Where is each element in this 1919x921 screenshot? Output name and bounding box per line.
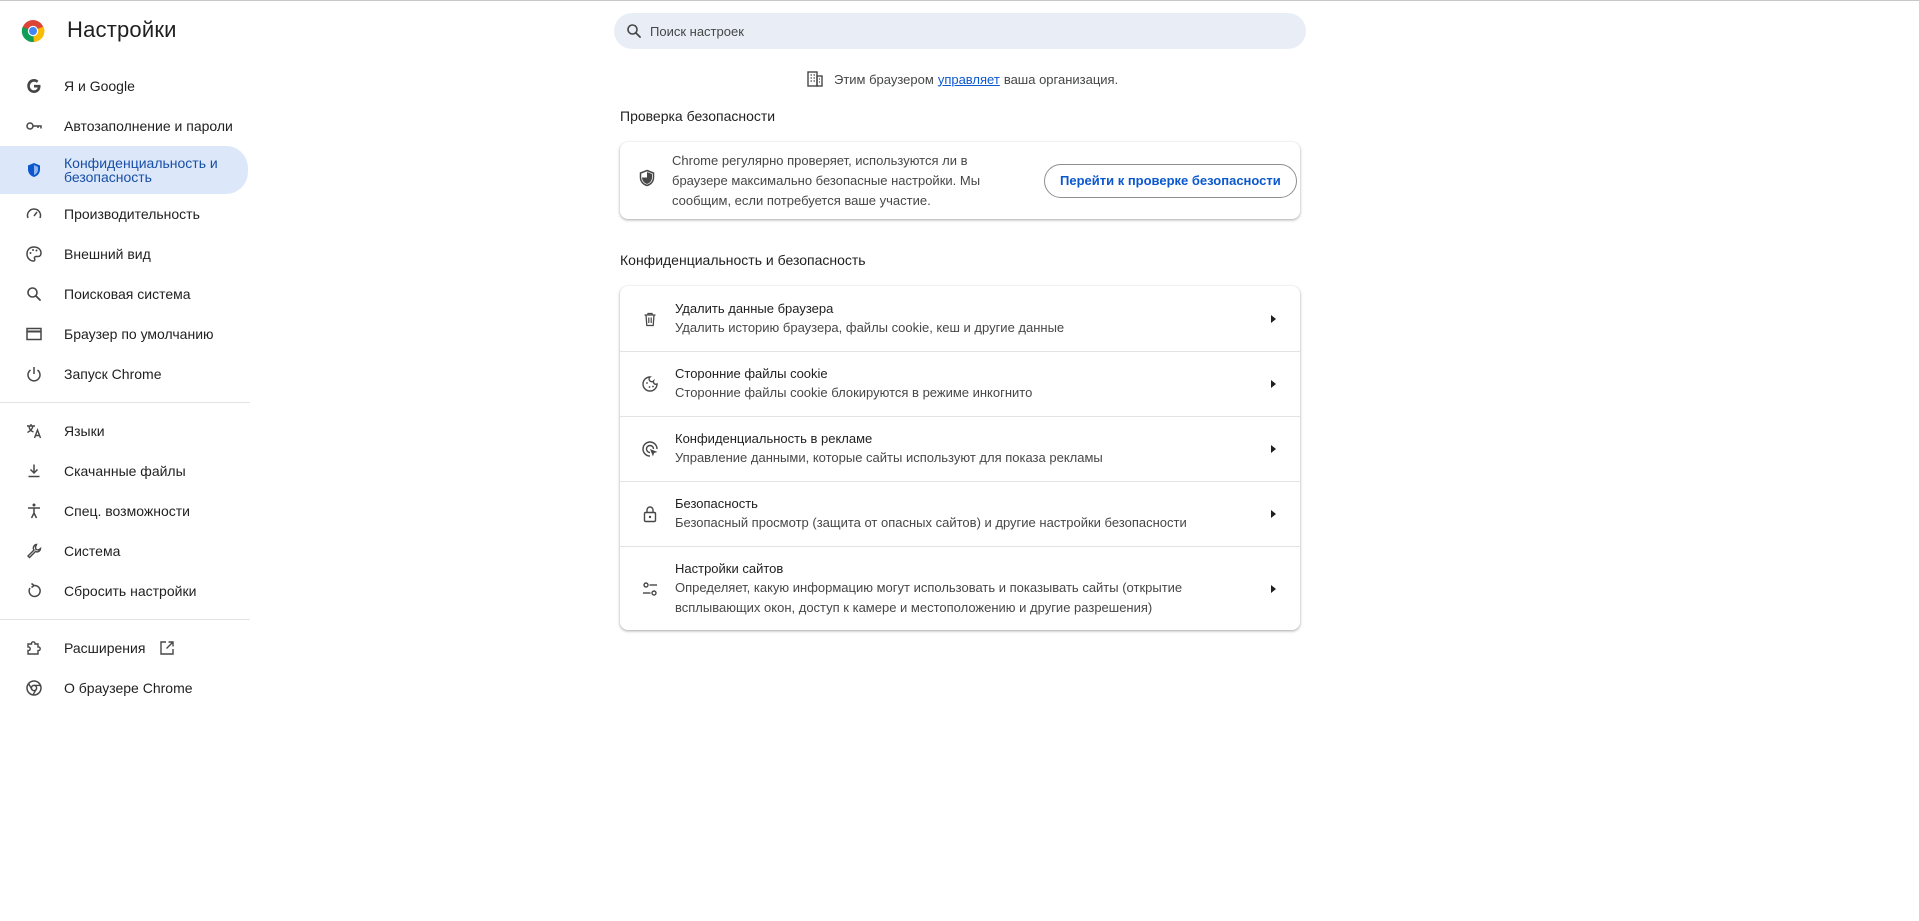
sidebar-item-label: О браузере Chrome (64, 680, 193, 696)
shield-icon (25, 161, 43, 179)
safety-shield-icon (638, 169, 656, 192)
row-subtitle: Удалить историю браузера, файлы cookie, кеш и другие данные (675, 319, 1065, 335)
arrow-right-icon (1271, 315, 1276, 323)
managed-text-before: Этим браузером (834, 71, 934, 87)
sidebar-item-appearance[interactable] (0, 234, 248, 274)
sidebar-item-on-startup[interactable] (0, 354, 248, 394)
speedometer-icon (25, 205, 43, 223)
accessibility-icon (25, 502, 43, 520)
download-icon (25, 462, 43, 480)
arrow-right-icon (1271, 445, 1276, 453)
search-input[interactable] (650, 24, 1270, 39)
open-in-new-icon (159, 640, 175, 656)
row-title: Настройки сайтов (675, 560, 784, 576)
arrow-right-icon (1271, 510, 1276, 518)
sidebar-item-system[interactable] (0, 531, 248, 571)
sidebar-divider (0, 619, 250, 620)
sidebar-item-about-chrome[interactable] (0, 668, 248, 708)
privacy-row-security[interactable] (620, 481, 1300, 546)
sidebar-item-accessibility[interactable] (0, 491, 248, 531)
safety-check-button[interactable]: Перейти к проверке безопасности (1044, 164, 1297, 198)
privacy-heading: Конфиденциальность и безопасность (620, 252, 866, 268)
translate-icon (25, 422, 43, 440)
safety-check-description: Chrome регулярно проверяет, используются ли в браузере максимально безопасные настройки. Мы сообщим, если потребуется ваше участие. (672, 152, 981, 208)
sidebar-item-autofill[interactable] (0, 106, 248, 146)
row-title: Сторонние файлы cookie (675, 366, 828, 381)
sidebar-item-label: Поисковая система (64, 286, 191, 302)
palette-icon (25, 245, 43, 263)
sidebar-item-label: Браузер по умолчанию (64, 326, 214, 342)
managed-text-after: ваша организация. (1003, 71, 1119, 87)
privacy-row-ad-privacy[interactable] (620, 416, 1300, 481)
sidebar-item-label: Сбросить настройки (64, 583, 197, 599)
arrow-right-icon (1271, 585, 1276, 593)
sidebar-item-downloads[interactable] (0, 451, 248, 491)
sidebar-item-you-and-google[interactable] (0, 66, 248, 106)
wrench-icon (25, 542, 43, 560)
sidebar-item-label: Автозаполнение и пароли (64, 118, 233, 134)
lock-icon (640, 505, 660, 523)
managed-notice (806, 70, 1118, 88)
chrome-icon (25, 679, 43, 697)
row-subtitle: Управление данными, которые сайты используют для показа рекламы (675, 450, 1103, 465)
cookie-icon (640, 375, 660, 393)
sidebar-item-label: Система (64, 543, 121, 559)
sidebar-item-privacy[interactable] (0, 146, 248, 194)
sidebar-item-label: Спец. возможности (64, 503, 190, 519)
sidebar-divider (0, 402, 250, 403)
row-title: Удалить данные браузера (675, 300, 834, 316)
power-icon (25, 365, 43, 383)
sidebar-item-search-engine[interactable] (0, 274, 248, 314)
row-title: Безопасность (675, 496, 758, 511)
building-icon (806, 70, 824, 88)
google-icon (25, 77, 43, 95)
search-icon (25, 285, 43, 303)
safety-check-heading: Проверка безопасности (620, 108, 776, 124)
managed-link[interactable]: управляет (937, 71, 1000, 87)
sidebar-item-label: Скачанные файлы (64, 463, 186, 479)
sidebar-item-label: Внешний вид (64, 246, 151, 262)
puzzle-icon (25, 639, 43, 657)
row-subtitle: Сторонние файлы cookie блокируются в режиме инкогнито (675, 385, 1033, 400)
sidebar-item-label: Расширения (64, 640, 146, 656)
sidebar (0, 66, 250, 708)
row-subtitle: Безопасный просмотр (защита от опасных сайтов) и другие настройки безопасности (675, 515, 1187, 530)
sidebar-item-label: Производительность (64, 206, 200, 222)
chrome-logo-icon (21, 19, 45, 43)
trash-icon (640, 311, 660, 327)
search-box[interactable] (614, 13, 1306, 49)
key-icon (25, 117, 43, 135)
sidebar-item-extensions[interactable] (0, 628, 248, 668)
privacy-row-site-settings[interactable] (620, 546, 1300, 630)
sidebar-item-label: Конфиденциальность и безопасность (64, 155, 218, 185)
privacy-card (620, 286, 1300, 630)
safety-check-card (620, 142, 1300, 219)
page-title: Настройки (67, 17, 177, 42)
privacy-row-clear-data[interactable] (620, 286, 1300, 351)
row-title: Конфиденциальность в рекламе (675, 431, 873, 446)
search-icon (626, 23, 642, 39)
sidebar-item-label: Я и Google (64, 78, 135, 94)
sidebar-item-label: Запуск Chrome (64, 366, 162, 382)
window-top-border (0, 0, 1919, 1)
tune-icon (640, 580, 660, 598)
ad-privacy-icon (640, 440, 660, 458)
reset-icon (25, 582, 43, 600)
sidebar-item-default-browser[interactable] (0, 314, 248, 354)
sidebar-item-languages[interactable] (0, 411, 248, 451)
sidebar-item-performance[interactable] (0, 194, 248, 234)
sidebar-item-label: Языки (64, 423, 105, 439)
row-subtitle: Определяет, какую информацию могут использовать и показывать сайты (открытие всплывающих окон, доступ к камере и местоположению и другие разрешения) (675, 579, 1183, 615)
arrow-right-icon (1271, 380, 1276, 388)
browser-window-icon (25, 325, 43, 343)
privacy-row-third-party-cookies[interactable] (620, 351, 1300, 416)
sidebar-item-reset[interactable] (0, 571, 248, 611)
